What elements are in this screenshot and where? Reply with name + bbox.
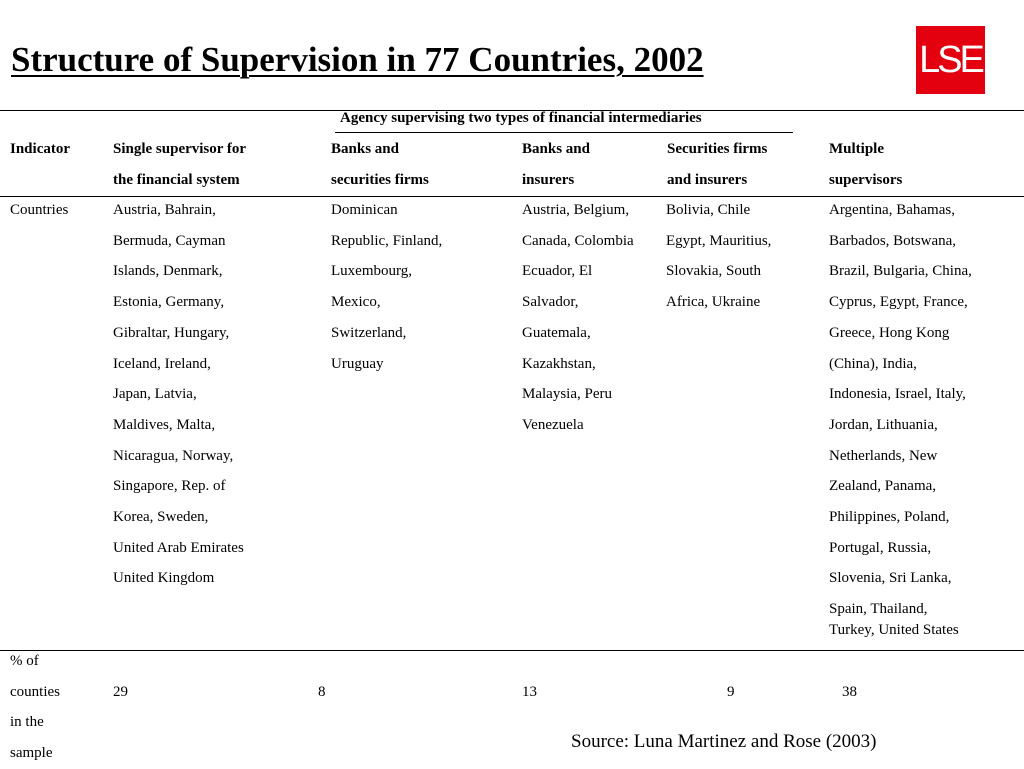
cell-line: Uruguay (331, 355, 384, 372)
header-single (113, 134, 246, 195)
cell-line: Spain, Thailand, (829, 601, 928, 618)
countries-multiple-last: Turkey, United States (829, 622, 959, 638)
cell-line: Single supervisor for (113, 141, 247, 157)
header-multiple (829, 134, 902, 195)
countries-banks-insurers (522, 195, 634, 441)
cell-line: and insurers (667, 171, 748, 188)
countries-indicator (10, 195, 68, 226)
cell-line: (China), India, (829, 355, 917, 372)
cell-line: in the (10, 714, 44, 731)
countries-banks-securities (331, 195, 442, 379)
cell-line: Canada, Colombia (522, 232, 634, 249)
percent-banks-insurers: 13 (522, 684, 537, 700)
cell-line: Republic, Finland, (331, 232, 443, 249)
cell-line: Ecuador, El (522, 263, 593, 280)
header-banks-insurers (522, 134, 590, 195)
cell-line: Slovenia, Sri Lanka, (829, 570, 952, 587)
cell-line: Dominican (331, 202, 398, 218)
cell-line: Securities firms (667, 141, 768, 157)
cell-line: Salvador, (522, 294, 579, 311)
cell-line: Barbados, Botswana, (829, 232, 957, 249)
cell-line: Multiple (829, 141, 884, 157)
cell-line: United Kingdom (113, 570, 215, 587)
cell-line: Luxembourg, (331, 263, 412, 280)
group-header-rule (335, 132, 793, 133)
cell-line: Guatemala, (522, 324, 591, 341)
percent-securities-insurers: 9 (727, 684, 735, 700)
cell-line: Estonia, Germany, (113, 294, 225, 311)
cell-line: Argentina, Bahamas, (829, 202, 955, 218)
cell-line: Brazil, Bulgaria, China, (829, 263, 972, 280)
cell-line: Islands, Denmark, (113, 263, 223, 280)
countries-single (113, 195, 244, 594)
cell-line: Bolivia, Chile (666, 202, 751, 218)
source-note: Source: Luna Martinez and Rose (2003) (571, 731, 877, 752)
cell-line: insurers (522, 171, 575, 188)
cell-line: Africa, Ukraine (666, 294, 761, 311)
cell-line: counties (10, 683, 60, 700)
cell-line: Greece, Hong Kong (829, 324, 950, 341)
cell-line: Austria, Bahrain, (113, 202, 216, 218)
cell-line: Austria, Belgium, (522, 202, 630, 218)
cell-line: Zealand, Panama, (829, 478, 937, 495)
cell-line: the financial system (113, 171, 240, 188)
cell-line: Malaysia, Peru (522, 386, 612, 403)
cell-line: Netherlands, New (829, 447, 938, 464)
lse-logo: LSE (916, 26, 985, 94)
countries-multiple (829, 195, 972, 625)
header-banks-securities (331, 134, 429, 195)
cell-line: Banks and (522, 141, 590, 157)
cell-line: Banks and (331, 141, 399, 157)
cell-line: Japan, Latvia, (113, 386, 197, 403)
cell-line: Bermuda, Cayman (113, 232, 226, 249)
cell-line: Switzerland, (331, 324, 407, 341)
cell-line: Iceland, Ireland, (113, 355, 211, 372)
header-securities-insurers (667, 134, 767, 195)
cell-line: Maldives, Malta, (113, 416, 216, 433)
cell-line: Egypt, Mauritius, (666, 232, 772, 249)
cell-line: Gibraltar, Hungary, (113, 324, 230, 341)
cell-line: Korea, Sweden, (113, 509, 209, 526)
countries-securities-insurers (666, 195, 771, 318)
cell-line: sample (10, 745, 53, 762)
cell-line: United Arab Emirates (113, 539, 244, 556)
cell-line: Indonesia, Israel, Italy, (829, 386, 966, 403)
cell-line: Jordan, Lithuania, (829, 416, 938, 433)
cell-line: Singapore, Rep. of (113, 478, 226, 495)
group-header: Agency supervising two types of financial intermediaries (340, 110, 702, 126)
slide-title: Structure of Supervision in 77 Countries, 2002 (11, 40, 704, 79)
cell-line: Mexico, (331, 294, 381, 311)
cell-line: Venezuela (522, 416, 584, 433)
cell-line: Countries (10, 202, 69, 218)
percent-banks-securities: 8 (318, 684, 326, 700)
countries-bottom-rule (0, 650, 1024, 651)
cell-line: Nicaragua, Norway, (113, 447, 234, 464)
cell-line: Cyprus, Egypt, France, (829, 294, 968, 311)
cell-line: Indicator (10, 141, 70, 157)
cell-line: Portugal, Russia, (829, 539, 932, 556)
header-indicator (10, 134, 70, 165)
cell-line: securities firms (331, 171, 429, 188)
cell-line: Philippines, Poland, (829, 509, 950, 526)
cell-line: Kazakhstan, (522, 355, 596, 372)
percent-multiple: 38 (842, 684, 857, 700)
cell-line: % of (10, 653, 39, 669)
cell-line: Slovakia, South (666, 263, 762, 280)
percent-indicator (10, 646, 60, 769)
cell-line: supervisors (829, 171, 903, 188)
percent-single: 29 (113, 684, 128, 700)
